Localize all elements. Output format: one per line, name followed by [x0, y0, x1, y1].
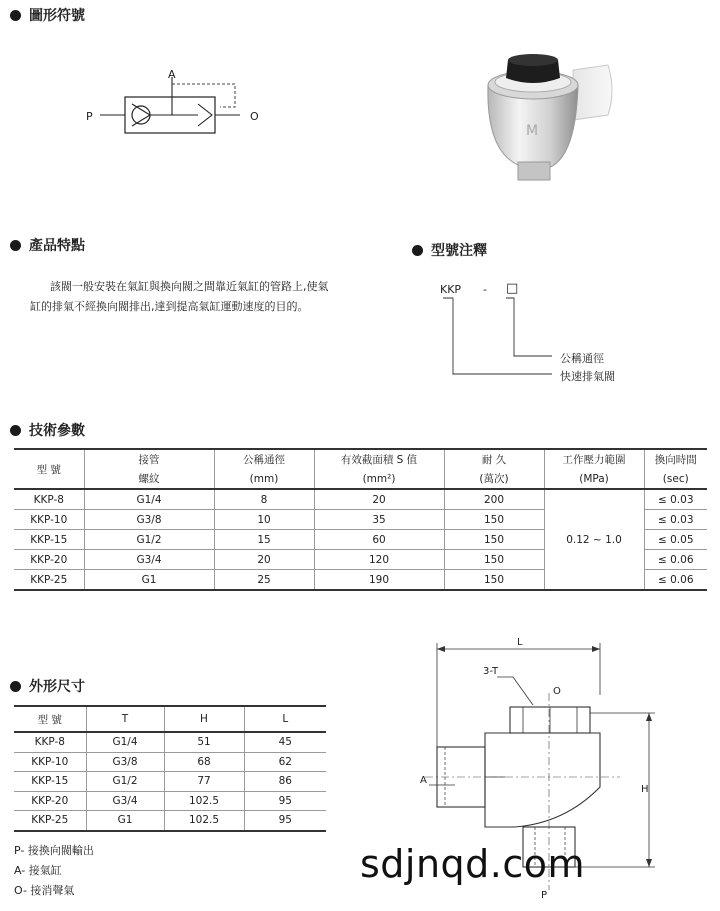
- table-row: [14, 732, 326, 752]
- spec-header-thread: 接管: [84, 449, 214, 469]
- cell-life: 150: [444, 530, 544, 550]
- cell-life: 150: [444, 550, 544, 570]
- table-row: [14, 752, 326, 772]
- cell-t: G1: [86, 811, 164, 831]
- model-dash: -: [483, 283, 487, 296]
- cell-t: G1/2: [86, 772, 164, 792]
- cell-t: G3/8: [86, 752, 164, 772]
- symbol-label-p: P: [86, 110, 93, 123]
- cell-thread: G3/4: [84, 550, 214, 570]
- drawing-label-h: H: [641, 784, 649, 795]
- section-title: 技術參數: [29, 423, 85, 439]
- bullet-icon: [10, 681, 21, 692]
- cell-time: ≤ 0.03: [644, 510, 707, 530]
- bullet-icon: [10, 10, 21, 21]
- cell-model: KKP-8: [14, 489, 84, 510]
- cell-area: 35: [314, 510, 444, 530]
- spec-header-thread-sub: 螺紋: [84, 469, 214, 489]
- port-legend-o: O- 接消聲氣: [14, 884, 75, 897]
- cell-model: KKP-20: [14, 550, 84, 570]
- cell-area: 60: [314, 530, 444, 550]
- bullet-icon: [10, 240, 21, 251]
- dims-header-h: H: [164, 706, 244, 732]
- port-legend-p: P- 接換向閥輸出: [14, 844, 94, 857]
- cell-h: 51: [164, 732, 244, 752]
- section-heading-model: [412, 240, 487, 260]
- cell-diameter: 15: [214, 530, 314, 550]
- cell-h: 102.5: [164, 791, 244, 811]
- cell-l: 45: [244, 732, 326, 752]
- section-heading-symbol: [10, 5, 85, 25]
- spec-header-diameter: 公稱通徑: [214, 449, 314, 469]
- drawing-label-p: P: [541, 890, 548, 901]
- cell-thread: G1/4: [84, 489, 214, 510]
- spec-header-area: 有效截面積 S 值: [314, 449, 444, 469]
- description-line: 缸的排氣不經換向閥排出,達到提高氣缸運動速度的目的。: [30, 300, 309, 313]
- cell-thread: G3/8: [84, 510, 214, 530]
- model-leader-lines: [440, 296, 560, 386]
- spec-header-life: 耐 久: [444, 449, 544, 469]
- cell-l: 86: [244, 772, 326, 792]
- section-title: 產品特點: [29, 238, 85, 254]
- spec-header-model: 型 號: [14, 449, 84, 489]
- table-row: [14, 791, 326, 811]
- cell-h: 102.5: [164, 811, 244, 831]
- cell-diameter: 25: [214, 570, 314, 591]
- port-legend-a: A- 接氣缸: [14, 864, 62, 877]
- section-heading-features: [10, 235, 85, 255]
- cell-time: ≤ 0.03: [644, 489, 707, 510]
- section-heading-specs: [10, 420, 85, 440]
- cell-model: KKP-8: [14, 732, 86, 752]
- table-row: [14, 811, 326, 831]
- bullet-icon: [10, 425, 21, 436]
- cell-life: 150: [444, 570, 544, 591]
- cell-model: KKP-20: [14, 791, 86, 811]
- watermark-text: sdjnqd.com: [360, 842, 586, 886]
- cell-l: 62: [244, 752, 326, 772]
- dims-table: [14, 705, 326, 832]
- cell-area: 190: [314, 570, 444, 591]
- section-title: 圖形符號: [29, 8, 85, 24]
- spec-header-time-unit: (sec): [644, 469, 707, 489]
- cell-life: 150: [444, 510, 544, 530]
- section-title: 型號注釋: [431, 243, 487, 259]
- section-title: 外形尺寸: [29, 679, 85, 695]
- drawing-label-o: O: [553, 686, 561, 697]
- svg-text:M: M: [526, 123, 539, 139]
- cell-thread: G1: [84, 570, 214, 591]
- spec-table: [14, 448, 707, 591]
- cell-thread: G1/2: [84, 530, 214, 550]
- cell-diameter: 20: [214, 550, 314, 570]
- model-box: □: [506, 281, 519, 296]
- description-line: 該閥一般安裝在氣缸與換向閥之間靠近氣缸的管路上,使氣: [50, 280, 329, 293]
- cell-life: 200: [444, 489, 544, 510]
- cell-area: 120: [314, 550, 444, 570]
- cell-model: KKP-15: [14, 772, 86, 792]
- cell-area: 20: [314, 489, 444, 510]
- model-label-type: 快速排氣閥: [560, 370, 615, 383]
- cell-model: KKP-10: [14, 510, 84, 530]
- drawing-label-t: 3-T: [483, 666, 499, 677]
- spec-header-diameter-unit: (mm): [214, 469, 314, 489]
- table-row: [14, 772, 326, 792]
- cell-l: 95: [244, 791, 326, 811]
- dims-header-t: T: [86, 706, 164, 732]
- spec-header-life-unit: (萬次): [444, 469, 544, 489]
- dims-header-l: L: [244, 706, 326, 732]
- cell-model: KKP-25: [30, 573, 68, 586]
- cell-model: KKP-25: [31, 814, 69, 827]
- spec-header-pressure-unit: (MPa): [544, 469, 644, 489]
- cell-time: ≤ 0.06: [644, 570, 707, 591]
- cell-pressure: 0.12 ~ 1.0: [544, 489, 644, 590]
- cell-diameter: 8: [214, 489, 314, 510]
- cell-l: 95: [244, 811, 326, 831]
- product-photo: [478, 40, 628, 190]
- model-label-diameter: 公稱通徑: [560, 352, 604, 365]
- table-row: [14, 489, 707, 510]
- product-description: [30, 277, 330, 317]
- bullet-icon: [412, 245, 423, 256]
- pneumatic-symbol: [80, 62, 280, 152]
- cell-model: KKP-15: [14, 530, 84, 550]
- dims-header-model: 型 號: [14, 706, 86, 732]
- cell-model: KKP-10: [14, 752, 86, 772]
- model-prefix: KKP: [440, 283, 462, 296]
- cell-t: G3/4: [86, 791, 164, 811]
- spec-header-area-unit: (mm²): [314, 469, 444, 489]
- symbol-label-o: O: [250, 110, 259, 123]
- symbol-label-a: A: [168, 68, 176, 81]
- cell-diameter: 10: [214, 510, 314, 530]
- cell-time: ≤ 0.05: [644, 530, 707, 550]
- spec-header-pressure: 工作壓力範圍: [544, 449, 644, 469]
- cell-h: 68: [164, 752, 244, 772]
- section-heading-dims: [10, 676, 85, 696]
- cell-h: 77: [164, 772, 244, 792]
- drawing-label-a: A: [420, 775, 427, 786]
- cell-t: G1/4: [86, 732, 164, 752]
- cell-time: ≤ 0.06: [644, 550, 707, 570]
- spec-header-time: 換向時間: [644, 449, 707, 469]
- drawing-label-l: L: [517, 637, 523, 648]
